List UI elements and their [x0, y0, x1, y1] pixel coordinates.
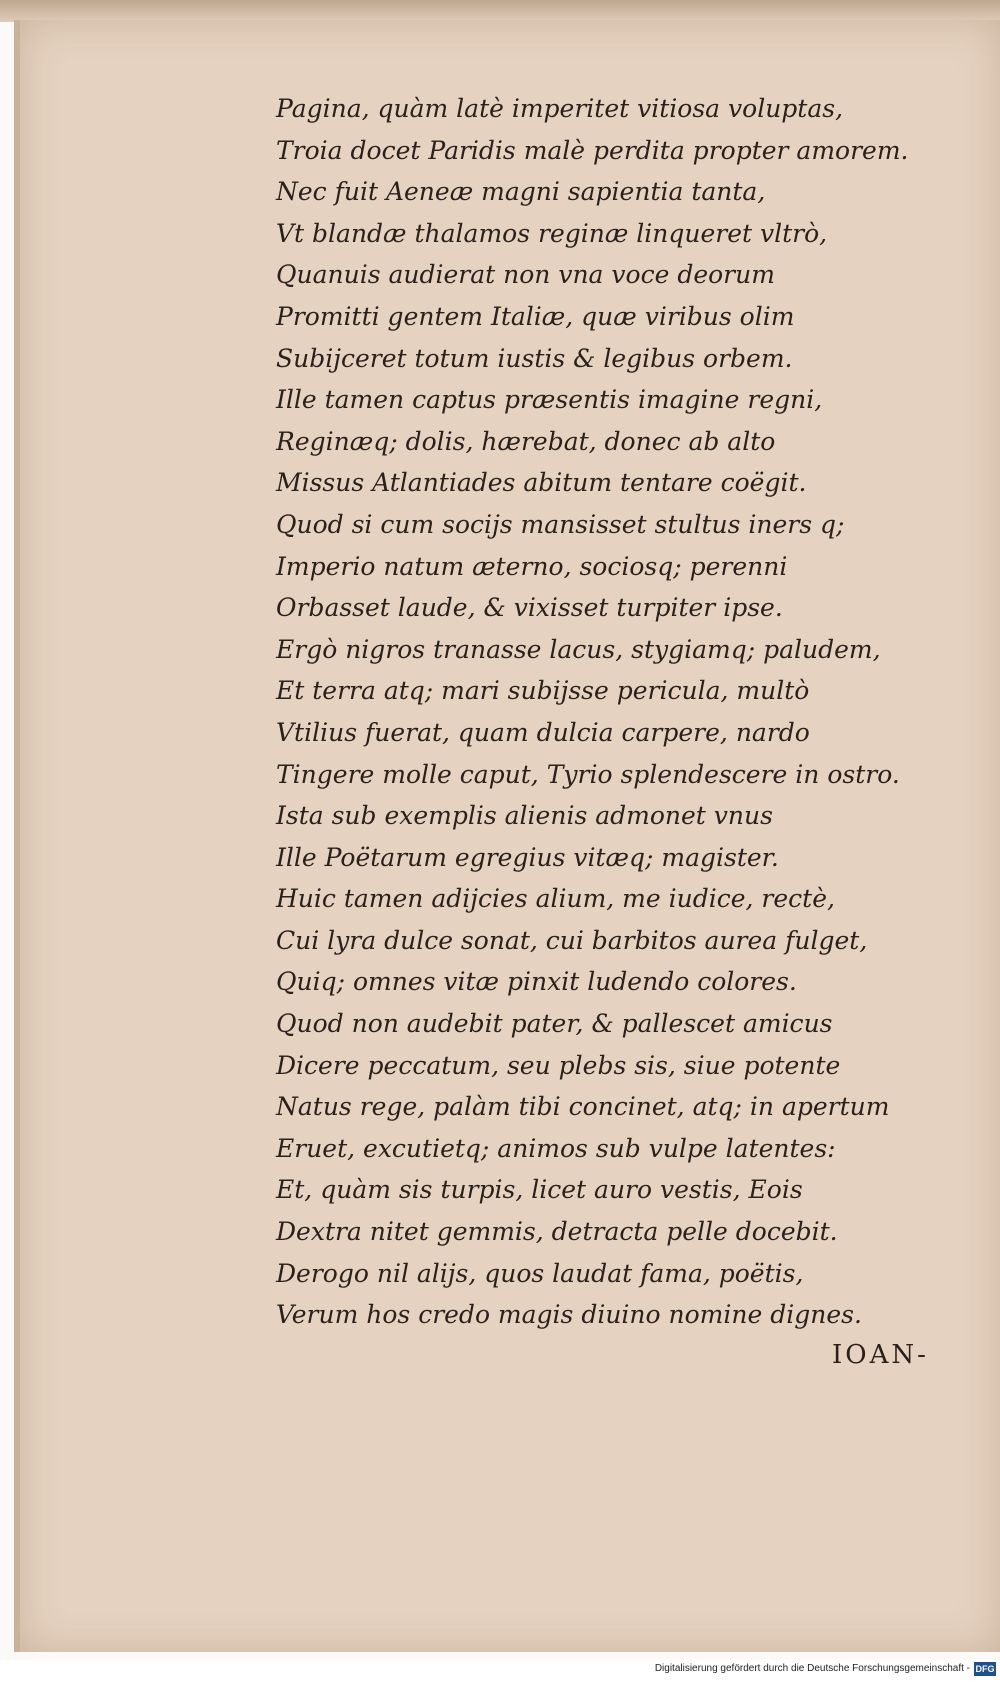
verse-line: Orbasset laude, & vixisset turpiter ipse. [276, 593, 783, 623]
verse-line: Eruet, excutietq; animos sub vulpe latentes: [276, 1133, 836, 1163]
verse-line: Natus rege, palàm tibi concinet, atq; in apertum [276, 1092, 890, 1122]
verse-line: Cui lyra dulce sonat, cui barbitos aurea fulget, [276, 925, 868, 955]
verse-line: Dicere peccatum, seu plebs sis, siue potente [276, 1050, 841, 1080]
verse-line: Subijceret totum iustis & legibus orbem. [276, 343, 793, 373]
verse-line: Quod non audebit pater, & pallescet amicus [276, 1009, 833, 1039]
verse-line: Quanuis audierat non vna voce deorum [276, 260, 775, 290]
page-top-edge [0, 0, 1000, 22]
verse-line: Troia docet Paridis malè perdita propter amorem. [276, 135, 909, 165]
verse-line: Ille Poëtarum egregius vitæq; magister. [276, 842, 779, 872]
funding-credit: Digitalisierung gefördert durch die Deutsche Forschungsgemeinschaft - [654, 1663, 970, 1674]
verse-line: Verum hos credo magis diuino nomine dignes. [276, 1300, 862, 1330]
verse-line: Tingere molle caput, Tyrio splendescere in ostro. [276, 759, 900, 789]
dfg-logo: DFG [975, 1664, 995, 1674]
digitization-footer [0, 1660, 1000, 1682]
verse-line: Et terra atq; mari subijsse pericula, multò [276, 676, 810, 706]
verse-line: Quiq; omnes vitæ pinxit ludendo colores. [276, 967, 797, 997]
verse-line: Ergò nigros tranasse lacus, stygiamq; paludem, [276, 634, 881, 664]
verse-line: Dextra nitet gemmis, detracta pelle docebit. [276, 1217, 838, 1247]
verse-line: Huic tamen adijcies alium, me iudice, rectè, [276, 884, 835, 914]
verse-line: Vtilius fuerat, quam dulcia carpere, nardo [276, 717, 810, 747]
verse-line: Et, quàm sis turpis, licet auro vestis, Eois [276, 1175, 803, 1205]
verse-line: Pagina, quàm latè imperitet vitiosa voluptas, [276, 94, 844, 123]
verse-line: Promitti gentem Italiæ, quæ viribus olim [276, 301, 795, 331]
verse-line: Derogo nil alijs, quos laudat fama, poëtis, [276, 1258, 804, 1288]
verse-line: Ista sub exemplis alienis admonet vnus [276, 801, 773, 831]
verse-line: Nec fuit Aeneæ magni sapientia tanta, [276, 177, 766, 207]
poem-text [276, 88, 956, 1336]
verse-line: Reginæq; dolis, hærebat, donec ab alto [276, 426, 776, 456]
verse-line: Missus Atlantiades abitum tentare coëgit. [276, 468, 807, 498]
catchword: IOAN- [832, 1340, 929, 1370]
verse-line: Quod si cum socijs mansisset stultus iners q; [276, 509, 845, 539]
verse-line: Imperio natum æterno, sociosq; perenni [276, 551, 788, 581]
verse-line: Vt blandæ thalamos reginæ linqueret vltrò, [276, 218, 828, 248]
verse-line: Ille tamen captus præsentis imagine regni, [276, 385, 823, 415]
